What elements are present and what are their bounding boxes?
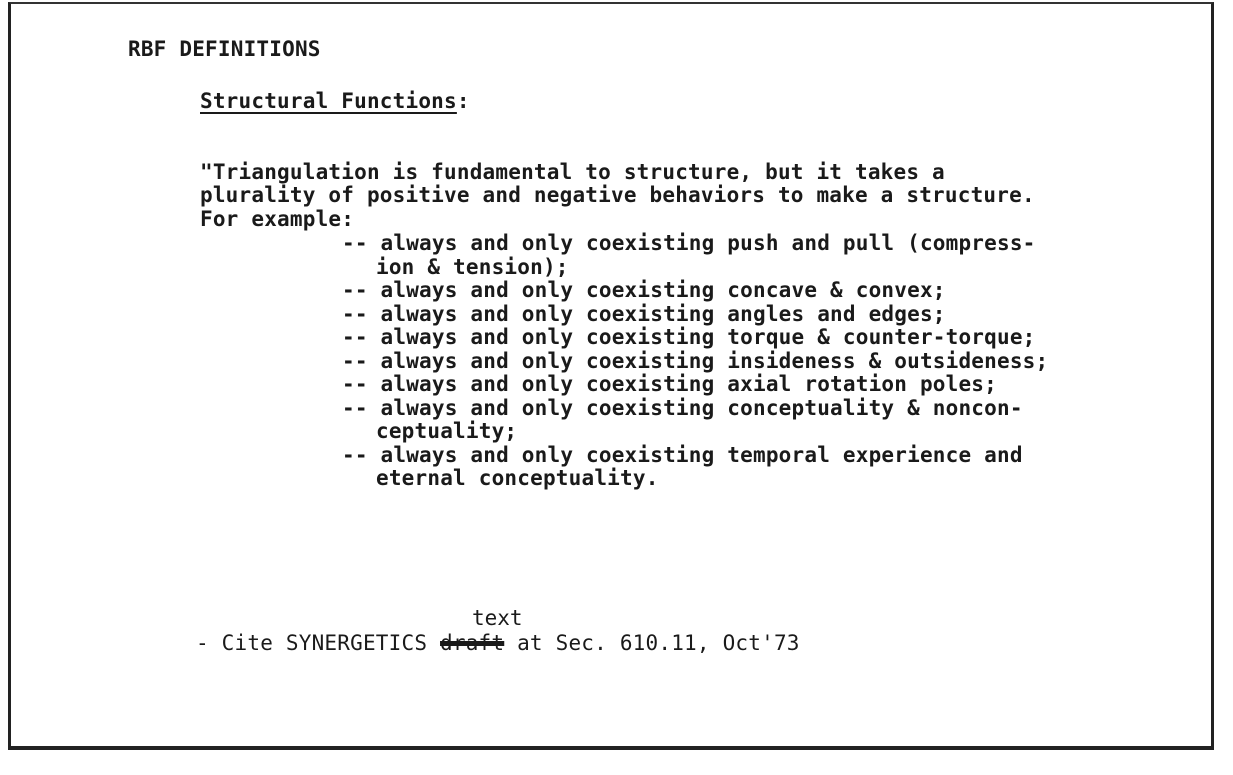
list-item bbox=[342, 232, 1048, 279]
subheading-colon: : bbox=[456, 89, 470, 113]
list-item bbox=[342, 373, 1048, 397]
list-item-continuation: ion & tension); bbox=[376, 254, 569, 279]
citation-line bbox=[196, 632, 800, 656]
quote-line: "Triangulation is fundamental to structure, but it takes a bbox=[200, 159, 945, 184]
subheading-text: Structural Functions bbox=[200, 89, 457, 113]
list-item-text: -- always and only coexisting angles and edges; bbox=[342, 301, 946, 326]
list-item-continuation: ceptuality; bbox=[376, 419, 518, 443]
list-item bbox=[342, 397, 1048, 444]
list-item-text: -- always and only coexisting torque & counter-torque; bbox=[342, 325, 1036, 349]
struck-word bbox=[440, 632, 504, 656]
list-item-text: -- always and only coexisting concave & convex; bbox=[342, 278, 946, 302]
list-item-text: -- always and only coexisting temporal experience and bbox=[342, 442, 1023, 467]
list-item bbox=[342, 326, 1048, 350]
example-list bbox=[342, 232, 1048, 491]
quote-line: For example: bbox=[200, 206, 355, 231]
list-item bbox=[342, 350, 1048, 374]
section-subheading bbox=[200, 90, 470, 114]
list-item-text: -- always and only coexisting conceptuality & noncon- bbox=[342, 395, 1023, 420]
list-item bbox=[342, 303, 1048, 327]
list-item-text: -- always and only coexisting axial rotation poles; bbox=[342, 372, 997, 396]
list-item-text: -- always and only coexisting push and pull (compress- bbox=[342, 231, 1036, 255]
quote-line: plurality of positive and negative behaviors to make a structure. bbox=[200, 183, 1035, 207]
list-item bbox=[342, 444, 1048, 491]
citation-prefix: - Cite SYNERGETICS bbox=[196, 631, 441, 655]
list-item bbox=[342, 279, 1048, 303]
list-item-continuation: eternal conceptuality. bbox=[376, 466, 659, 490]
document-heading: RBF DEFINITIONS bbox=[128, 37, 321, 61]
list-item-text: -- always and only coexisting insideness & outsideness; bbox=[342, 348, 1049, 373]
citation-suffix: at Sec. 610.11, Oct'73 bbox=[504, 631, 800, 655]
quote-paragraph bbox=[200, 137, 1035, 231]
handwritten-insertion: text bbox=[472, 606, 523, 630]
struck-word-text: draft bbox=[440, 631, 505, 655]
